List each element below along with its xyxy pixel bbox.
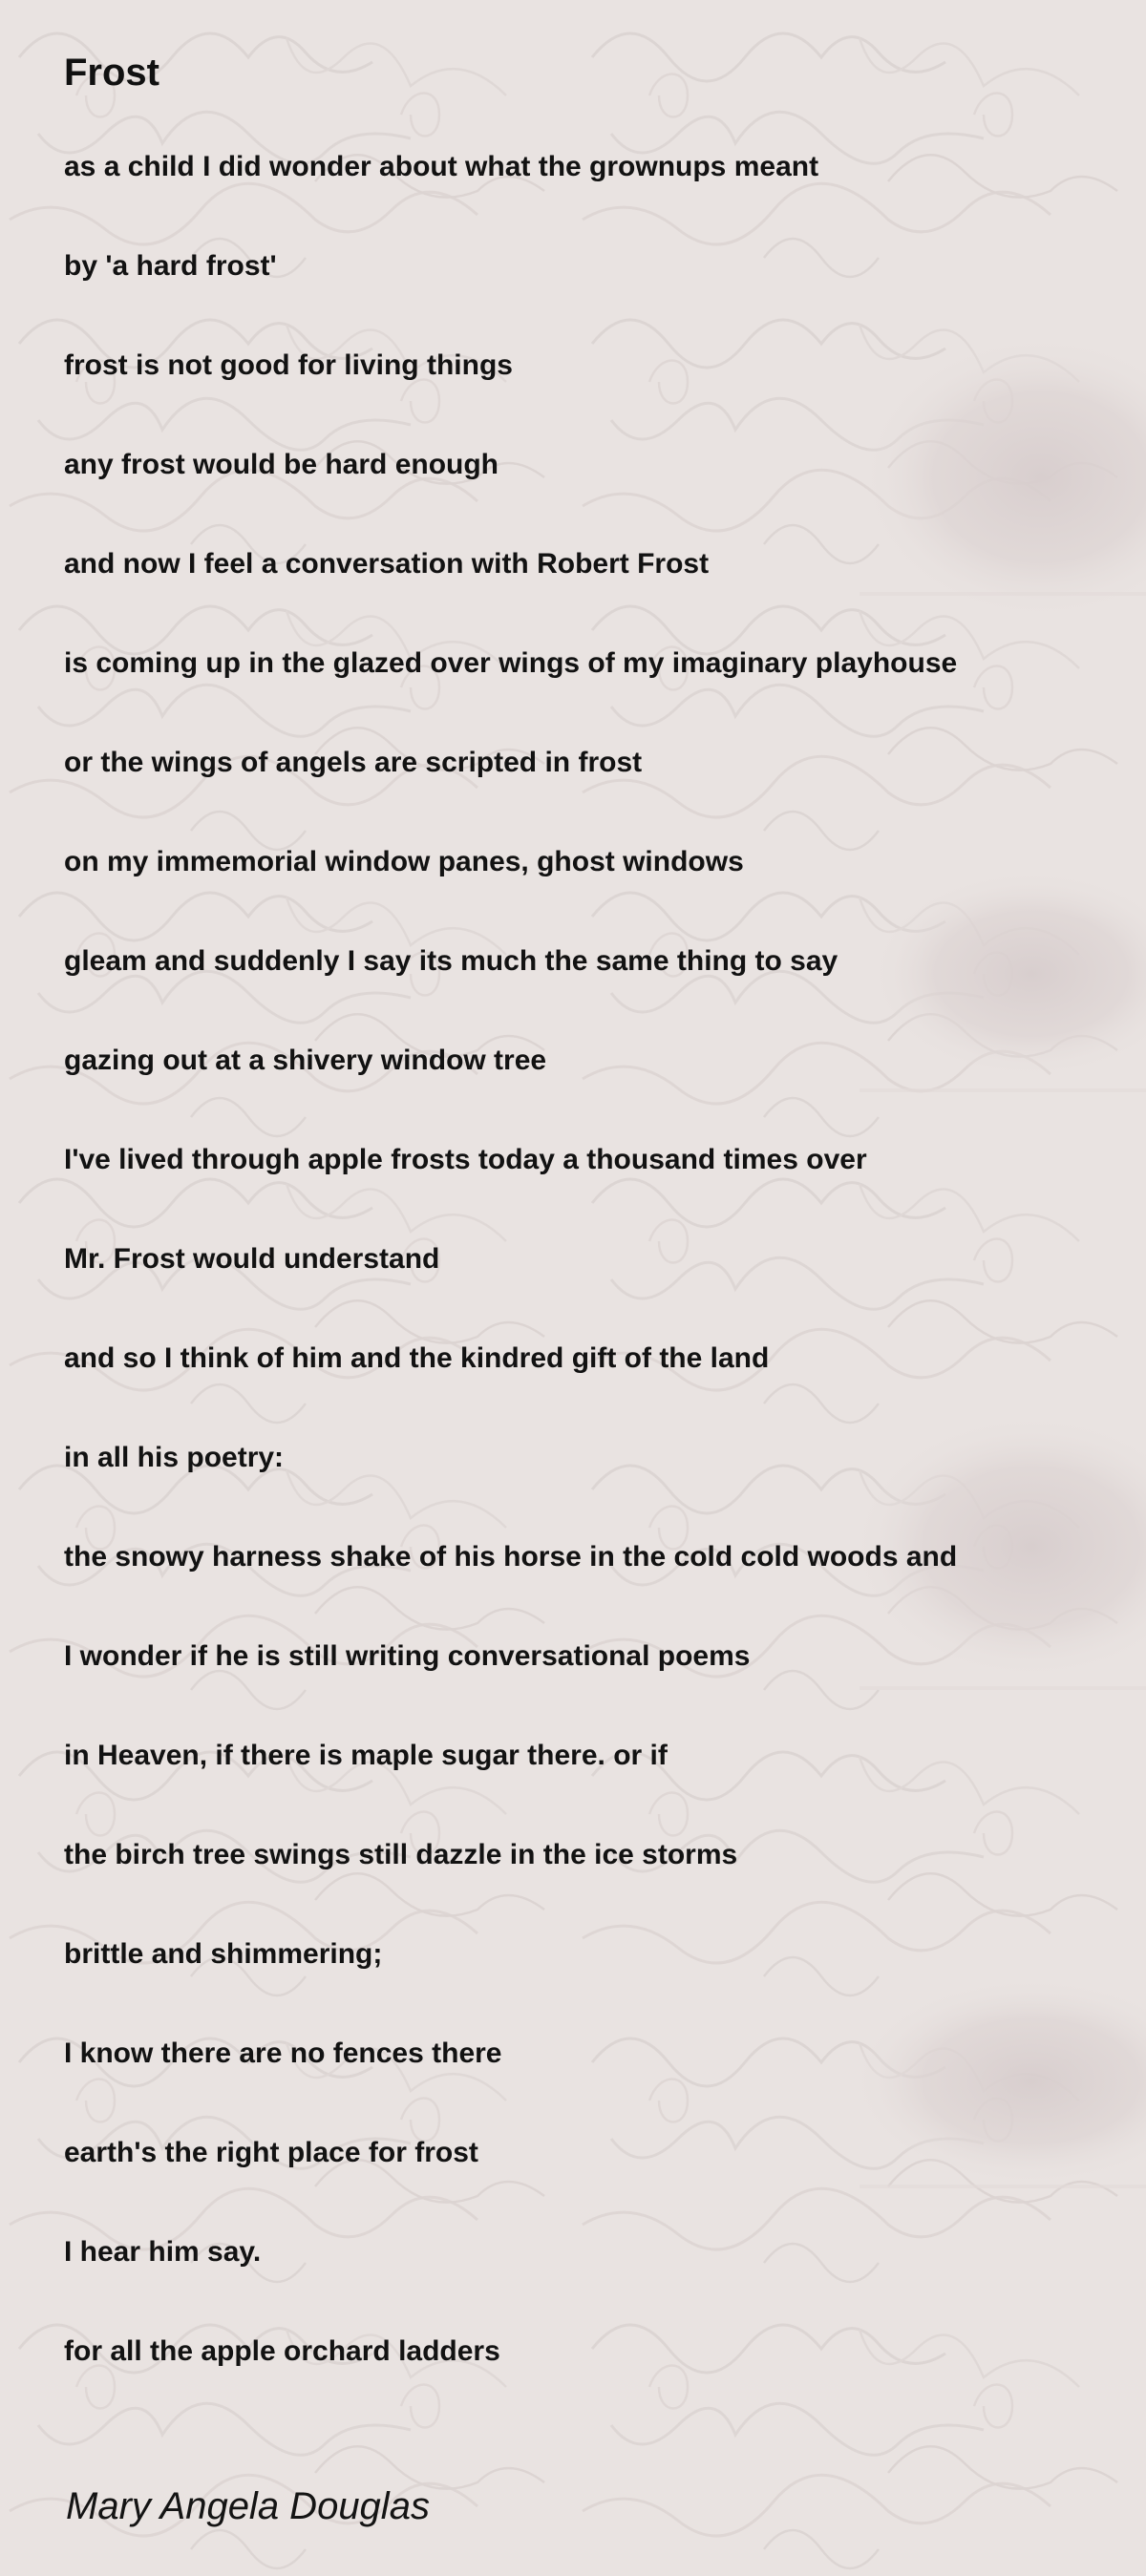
poem-line: and so I think of him and the kindred gift of the land [64, 1342, 770, 1374]
poem-line: earth's the right place for frost [64, 2137, 478, 2168]
poem-line: in all his poetry: [64, 1442, 285, 1473]
poem-line: brittle and shimmering; [64, 1938, 383, 1970]
poem-line: I wonder if he is still writing conversational poems [64, 1640, 751, 1672]
poem-author: Mary Angela Douglas [66, 2485, 430, 2527]
poem-line: I know there are no fences there [64, 2038, 502, 2069]
poem-line: for all the apple orchard ladders [64, 2335, 500, 2367]
poem-line: gazing out at a shivery window tree [64, 1045, 547, 1076]
poem-line: I've lived through apple frosts today a thousand times over [64, 1144, 867, 1175]
poem-line: Mr. Frost would understand [64, 1243, 440, 1275]
poem-line: and now I feel a conversation with Robert Frost [64, 548, 710, 580]
poem-line: the snowy harness shake of his horse in the cold cold woods and [64, 1541, 958, 1573]
poem-line: any frost would be hard enough [64, 449, 499, 480]
poem-line: as a child I did wonder about what the grownups meant [64, 151, 819, 182]
poem-title: Frost [64, 52, 159, 94]
poem-line: I hear him say. [64, 2236, 262, 2268]
poem-line: gleam and suddenly I say its much the same thing to say [64, 945, 838, 977]
poem-line: the birch tree swings still dazzle in the ice storms [64, 1839, 738, 1870]
poem-line: is coming up in the glazed over wings of my imaginary playhouse [64, 647, 958, 679]
poem-line: or the wings of angels are scripted in frost [64, 747, 643, 778]
poem-line: in Heaven, if there is maple sugar there. or if [64, 1740, 668, 1771]
poem-line: frost is not good for living things [64, 349, 513, 381]
poem-line: by 'a hard frost' [64, 250, 277, 282]
poem-line: on my immemorial window panes, ghost windows [64, 846, 744, 877]
